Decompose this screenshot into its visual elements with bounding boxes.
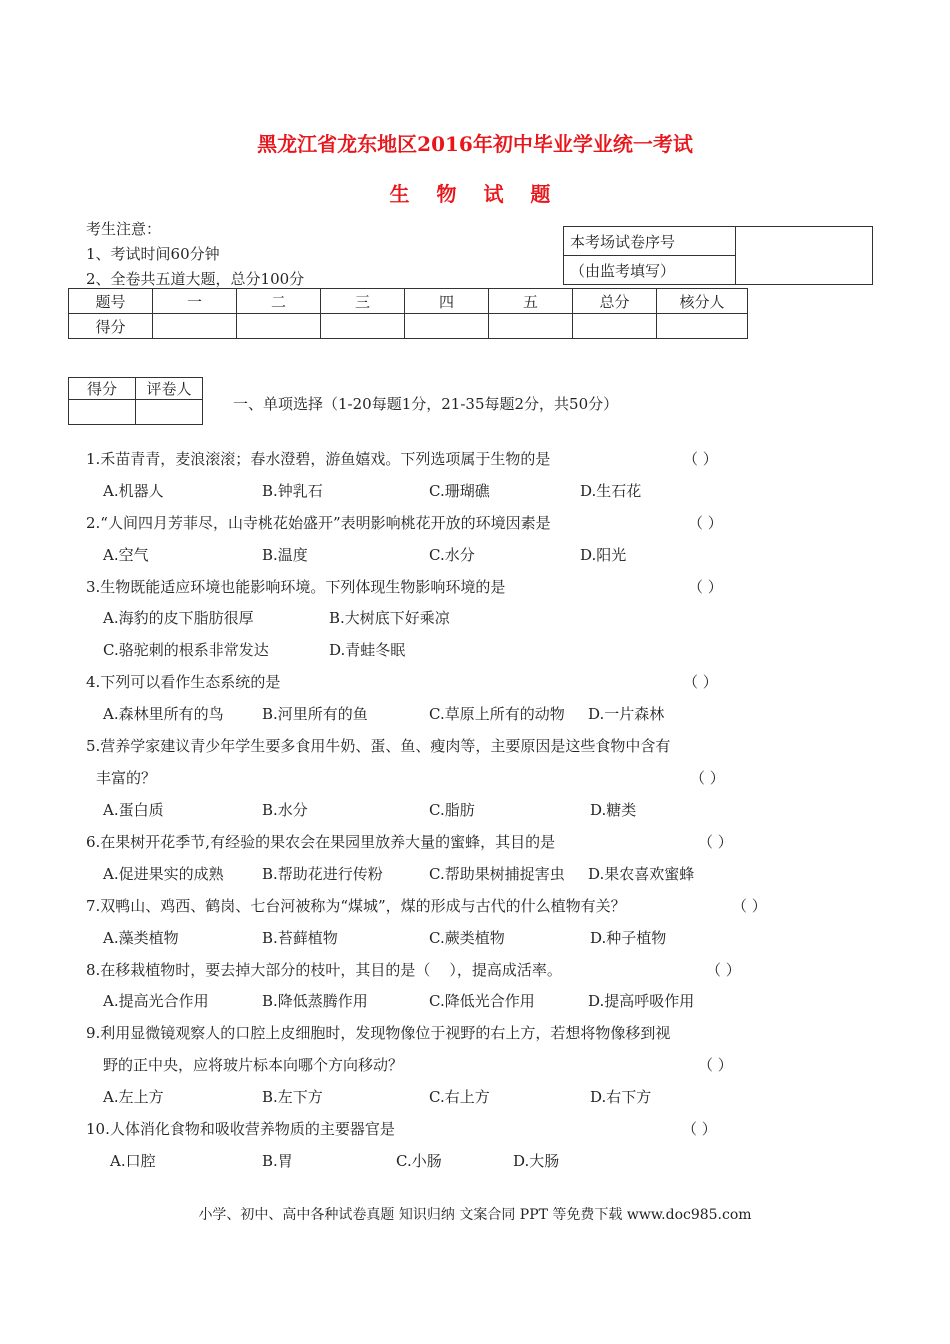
grader-table — [68, 377, 203, 425]
score-header: 题号 — [69, 289, 153, 314]
answer-paren[interactable]: （ ） — [690, 769, 725, 787]
grader-score-cell[interactable] — [69, 400, 136, 425]
score-table-row — [69, 314, 748, 339]
grader-name-label: 评卷人 — [136, 378, 203, 400]
option[interactable]: B.水分 — [262, 801, 308, 819]
question-stem: 3.生物既能适应环境也能影响环境。下列体现生物影响环境的是 — [86, 578, 506, 596]
question-stem: 7.双鸭山、鸡西、鹤岗、七台河被称为“煤城”，煤的形成与古代的什么植物有关？ — [86, 897, 626, 915]
option[interactable]: B.河里所有的鱼 — [262, 705, 368, 723]
option[interactable]: B.苔藓植物 — [262, 929, 338, 947]
question-stem-continued: 野的正中央，应将玻片标本向哪个方向移动？ — [103, 1056, 404, 1074]
option[interactable]: D.一片森林 — [588, 705, 665, 723]
option[interactable]: C.帮助果树捕捉害虫 — [429, 865, 565, 883]
question-stem: 6.在果树开花季节,有经验的果农会在果园里放养大量的蜜蜂，其目的是 — [86, 833, 556, 851]
option[interactable]: A.左上方 — [103, 1088, 164, 1106]
option[interactable]: D.提高呼吸作用 — [588, 992, 695, 1010]
notice-item: 1、考试时间60分钟 — [86, 245, 220, 263]
option[interactable]: B.钟乳石 — [262, 482, 323, 500]
question-stem: 2.“人间四月芳菲尽，山寺桃花始盛开”表明影响桃花开放的环境因素是 — [86, 514, 551, 532]
score-header: 核分人 — [657, 289, 748, 314]
notice-heading: 考生注意： — [86, 220, 162, 238]
serial-entry-box[interactable] — [736, 227, 873, 285]
question-stem: 9.利用显微镜观察人的口腔上皮细胞时，发现物像位于视野的右上方，若想将物像移到视 — [86, 1024, 671, 1042]
option[interactable]: D.阳光 — [580, 546, 627, 564]
score-cell[interactable] — [657, 314, 748, 339]
score-header: 总分 — [573, 289, 657, 314]
option[interactable]: C.珊瑚礁 — [429, 482, 490, 500]
option[interactable]: A.藻类植物 — [103, 929, 179, 947]
answer-paren[interactable]: （ ） — [688, 514, 723, 532]
score-row-label: 得分 — [69, 314, 153, 339]
option[interactable]: A.森林里所有的鸟 — [103, 705, 224, 723]
option[interactable]: B.胃 — [262, 1152, 293, 1170]
option[interactable]: B.降低蒸腾作用 — [262, 992, 368, 1010]
option[interactable]: C.水分 — [429, 546, 475, 564]
answer-paren[interactable]: （ ） — [732, 897, 767, 915]
option[interactable]: C.脂肪 — [429, 801, 475, 819]
option[interactable]: D.右下方 — [590, 1088, 652, 1106]
score-header: 二 — [237, 289, 321, 314]
option[interactable]: C.降低光合作用 — [429, 992, 535, 1010]
question-stem: 1.禾苗青青，麦浪滚滚；春水澄碧，游鱼嬉戏。下列选项属于生物的是 — [86, 450, 551, 468]
score-table — [68, 288, 748, 339]
score-cell[interactable] — [489, 314, 573, 339]
option[interactable]: D.种子植物 — [590, 929, 667, 947]
score-cell[interactable] — [321, 314, 405, 339]
option[interactable]: B.帮助花进行传粉 — [262, 865, 383, 883]
option[interactable]: C.小肠 — [396, 1152, 442, 1170]
option[interactable]: B.温度 — [262, 546, 308, 564]
exam-title: 黑龙江省龙东地区2016年初中毕业学业统一考试 — [257, 132, 693, 156]
score-table-header-row — [69, 289, 748, 314]
score-header: 四 — [405, 289, 489, 314]
grader-score-label: 得分 — [69, 378, 136, 400]
option[interactable]: B.左下方 — [262, 1088, 323, 1106]
question-stem: 5.营养学家建议青少年学生要多食用牛奶、蛋、鱼、瘦肉等，主要原因是这些食物中含有 — [86, 737, 671, 755]
grader-name-cell[interactable] — [136, 400, 203, 425]
question-stem: 10.人体消化食物和吸收营养物质的主要器官是 — [86, 1120, 395, 1138]
score-cell[interactable] — [237, 314, 321, 339]
option[interactable]: D.青蛙冬眠 — [329, 641, 406, 659]
score-cell[interactable] — [573, 314, 657, 339]
answer-paren[interactable]: （ ） — [698, 833, 733, 851]
option[interactable]: C.蕨类植物 — [429, 929, 505, 947]
option[interactable]: A.提高光合作用 — [103, 992, 209, 1010]
serial-label: 本考场试卷序号 — [564, 227, 736, 256]
option[interactable]: A.海豹的皮下脂肪很厚 — [103, 609, 254, 627]
option[interactable]: D.糖类 — [590, 801, 637, 819]
answer-paren[interactable]: （ ） — [688, 578, 723, 596]
footer-text: 小学、初中、高中各种试卷真题 知识归纳 文案合同 PPT 等免费下载 www.doc985.com — [198, 1207, 752, 1223]
answer-paren[interactable]: （ ） — [683, 450, 718, 468]
option[interactable]: D.大肠 — [513, 1152, 560, 1170]
question-stem: 4.下列可以看作生态系统的是 — [86, 673, 281, 691]
answer-paren[interactable]: （ ） — [706, 961, 741, 979]
answer-paren[interactable]: （ ） — [698, 1056, 733, 1074]
score-header: 一 — [153, 289, 237, 314]
option[interactable]: A.机器人 — [103, 482, 164, 500]
question-stem-continued: 丰富的？ — [96, 769, 157, 787]
option[interactable]: A.促进果实的成熟 — [103, 865, 224, 883]
paper-serial-box — [563, 226, 873, 285]
option[interactable]: B.大树底下好乘凉 — [329, 609, 450, 627]
score-cell[interactable] — [153, 314, 237, 339]
question-stem: 8.在移栽植物时，要去掉大部分的枝叶，其目的是（ ），提高成活率。 — [86, 961, 562, 979]
score-header: 三 — [321, 289, 405, 314]
score-header: 五 — [489, 289, 573, 314]
score-cell[interactable] — [405, 314, 489, 339]
exam-subtitle: 生 物 试 题 — [389, 182, 561, 206]
option[interactable]: D.果农喜欢蜜蜂 — [588, 865, 695, 883]
option[interactable]: A.口腔 — [110, 1152, 156, 1170]
answer-paren[interactable]: （ ） — [682, 1120, 717, 1138]
serial-sublabel: （由监考填写） — [564, 256, 736, 285]
option[interactable]: A.空气 — [103, 546, 149, 564]
option[interactable]: D.生石花 — [580, 482, 642, 500]
option[interactable]: C.草原上所有的动物 — [429, 705, 565, 723]
option[interactable]: C.右上方 — [429, 1088, 490, 1106]
section-title: 一、单项选择（1-20每题1分，21-35每题2分，共50分） — [233, 395, 619, 413]
option[interactable]: C.骆驼刺的根系非常发达 — [103, 641, 269, 659]
answer-paren[interactable]: （ ） — [683, 673, 718, 691]
option[interactable]: A.蛋白质 — [103, 801, 164, 819]
notice-item: 2、全卷共五道大题，总分100分 — [86, 270, 305, 288]
